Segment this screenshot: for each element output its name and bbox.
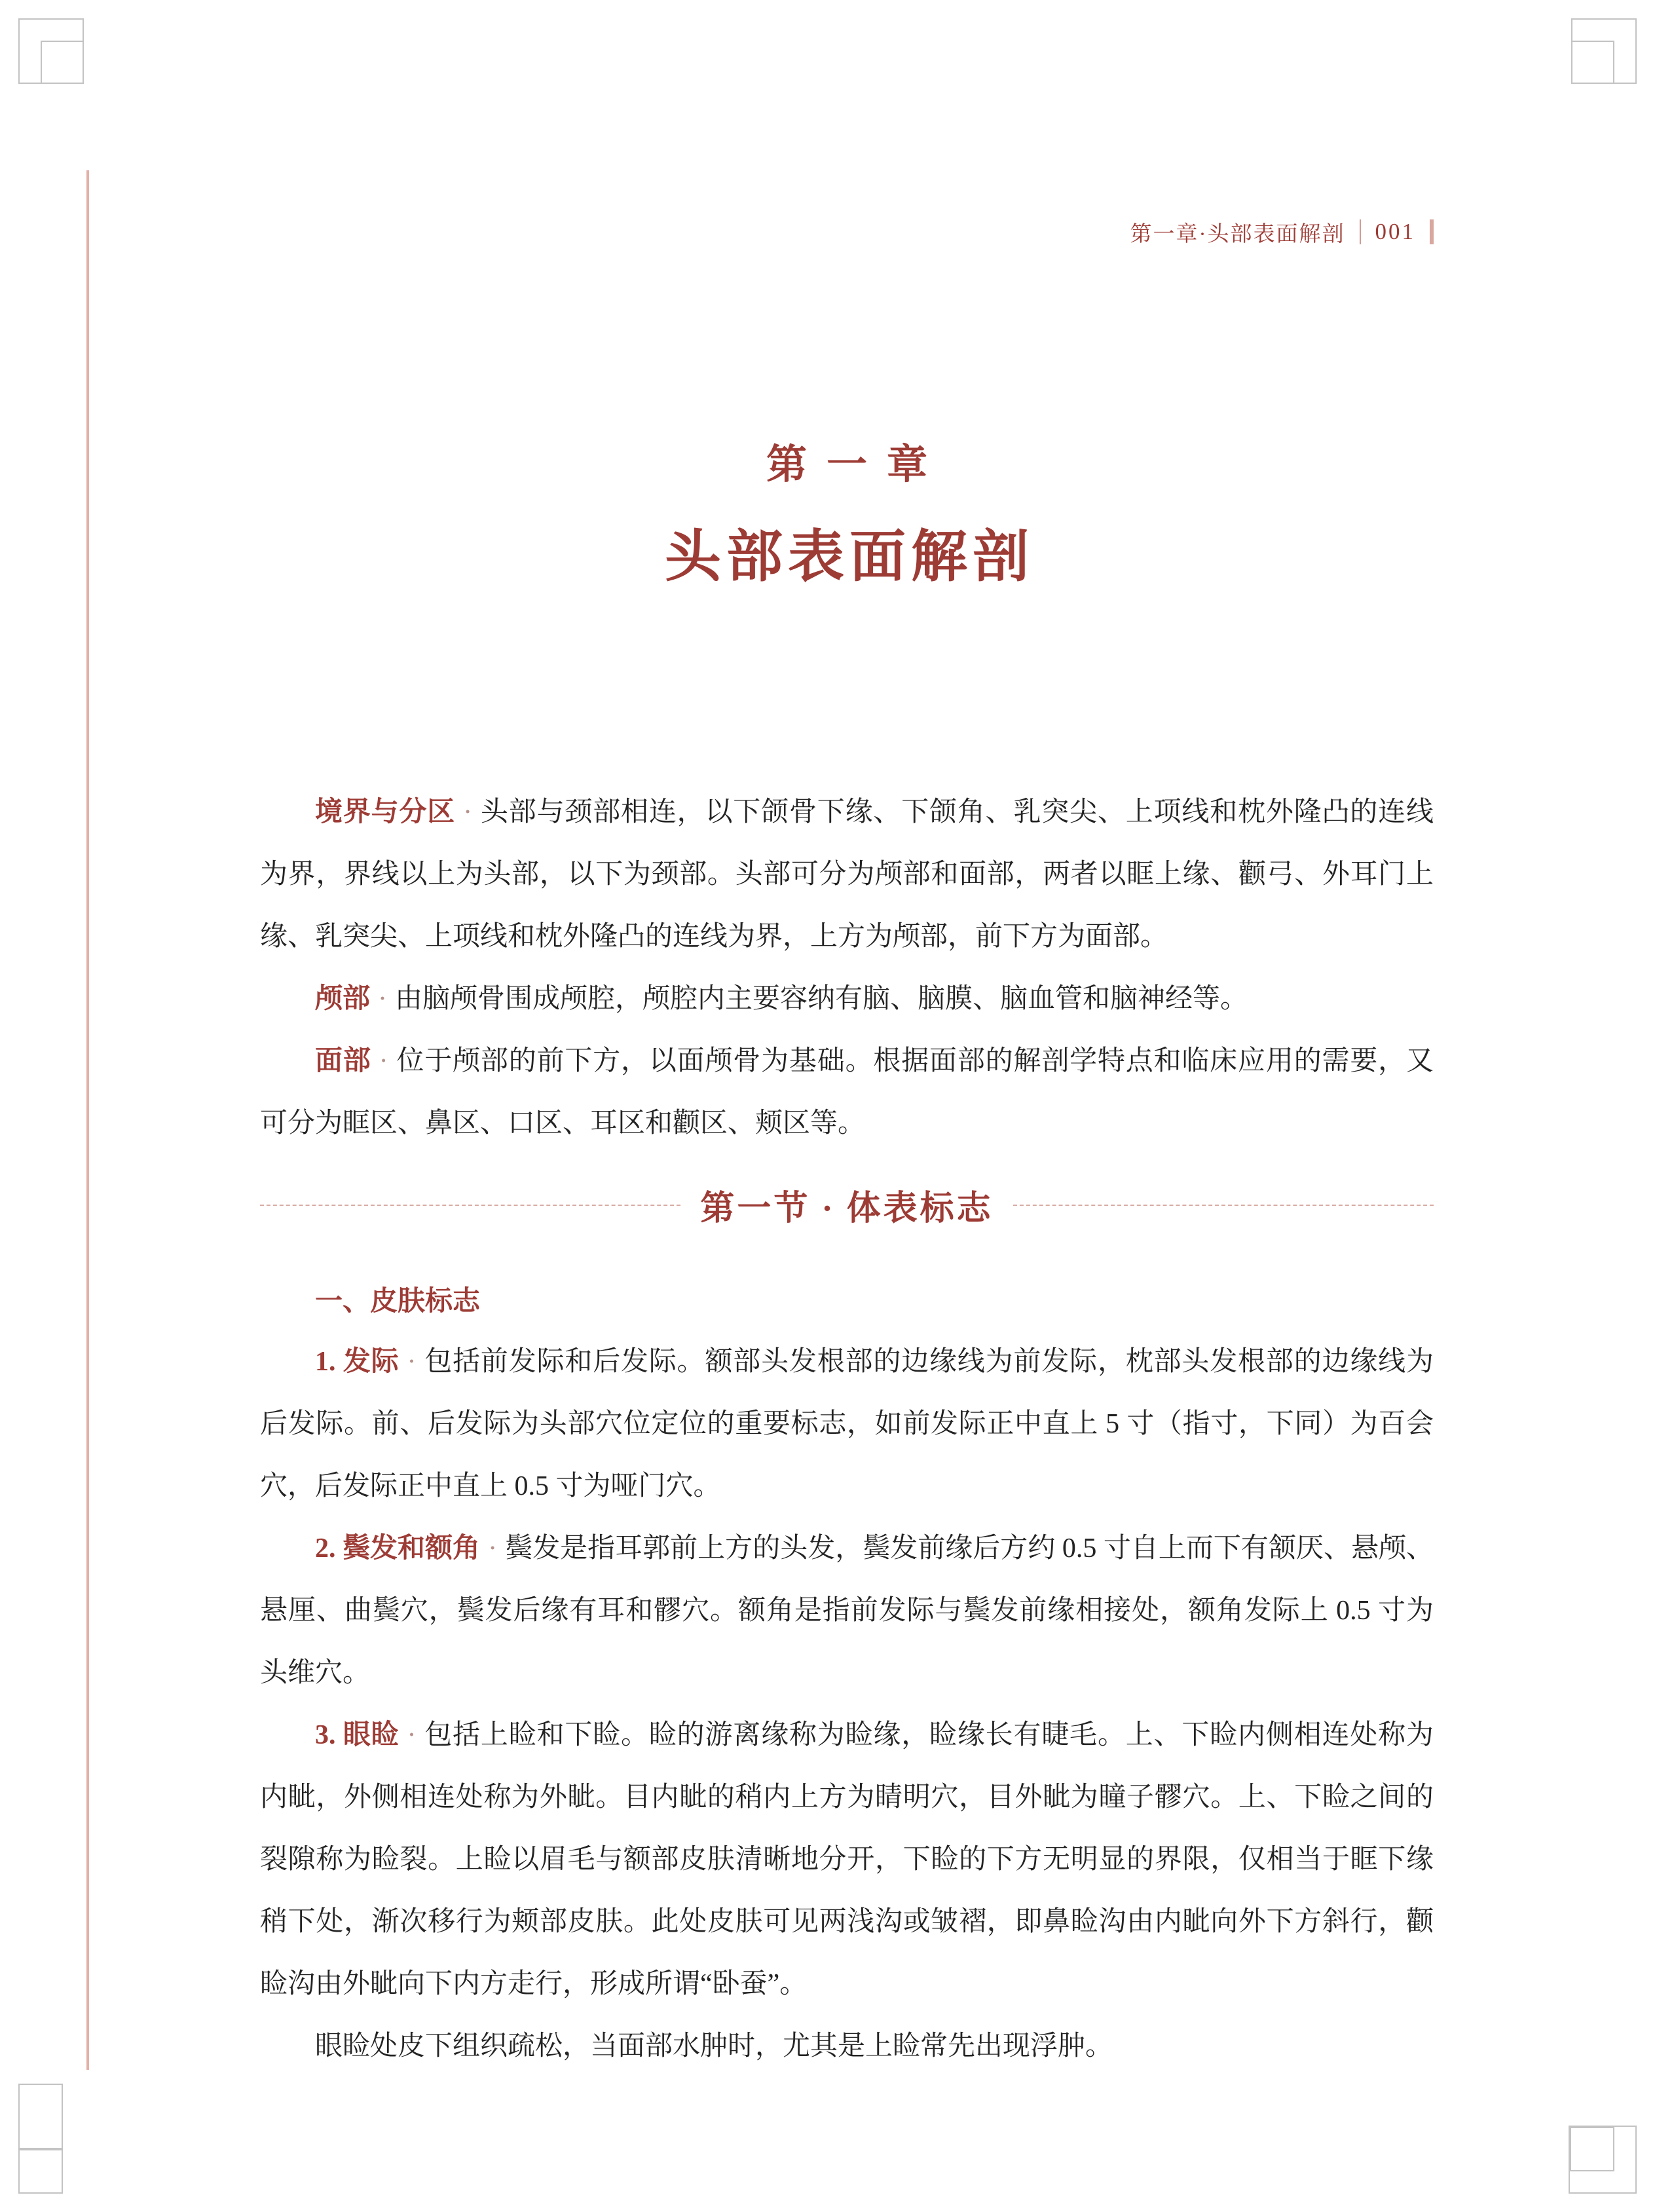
intro-paragraph-3	[260, 1030, 1434, 1155]
section-heading	[260, 1181, 1434, 1229]
running-title: 第一章·头部表面解剖	[1130, 222, 1345, 246]
item-paragraph-1	[260, 1331, 1434, 1518]
item-text: 包括上睑和下睑。睑的游离缘称为睑缘，睑缘长有睫毛。上、下睑内侧相连处称为内眦，外侧相连处称为外眦。目内眦的稍内上方为睛明穴，目外眦为瞳子髎穴。上、下睑之间的裂隙称为睑裂。上睑以眉毛与额部皮肤清晰地分开，下睑的下方无明显的界限，仅相当于眶下缘稍下处，渐次移行为颊部皮肤。此处皮肤可见两浅沟或皱褶，即鼻睑沟由内眦向外下方斜行，颧睑沟由外眦向下内方走行，形成所谓“卧蚕”。	[260, 1719, 1434, 1999]
item-text: 包括前发际和后发际。额部头发根部的边缘线为前发际，枕部头发根部的边缘线为后发际。前、后发际为头部穴位定位的重要标志，如前发际正中直上 5 寸（指寸，下同）为百会穴，后发际正中直上 0.5 寸为哑门穴。	[260, 1346, 1434, 1501]
section-rule-right	[1013, 1205, 1434, 1206]
intro-paragraph-1	[260, 781, 1434, 968]
paragraph-text: 由脑颅骨围成颅腔，颅腔内主要容纳有脑、脑膜、脑血管和脑神经等。	[395, 983, 1248, 1014]
section-title: 第一节 · 体表标志	[700, 1190, 994, 1228]
item-text: 鬓发是指耳郭前上方的头发，鬓发前缘后方约 0.5 寸自上而下有颔厌、悬颅、悬厘、曲鬓穴，鬓发后缘有耳和髎穴。额角是指前发际与鬓发前缘相接处，额角发际上 0.5 寸为头维穴。	[260, 1533, 1434, 1688]
item-lead: 3. 眼睑	[315, 1719, 400, 1750]
chapter-number: 第一章	[766, 443, 947, 487]
paragraph-text: 头部与颈部相连，以下颌骨下缘、下颌角、乳突尖、上项线和枕外隆凸的连线为界，界线以上为头部，以下为颈部。头部可分为颅部和面部，两者以眶上缘、颧弓、外耳门上缘、乳突尖、上项线和枕外隆凸的连线为界，上方为颅部，前下方为面部。	[260, 797, 1434, 952]
section-rule-left	[260, 1205, 680, 1206]
lead-separator: ·	[463, 797, 473, 827]
lead-separator: ·	[407, 1346, 417, 1377]
closing-paragraph	[260, 2015, 1434, 2078]
item-paragraph-2	[260, 1518, 1434, 1704]
paragraph-text: 位于颅部的前下方，以面颅骨为基础。根据面部的解剖学特点和临床应用的需要，又可分为眶区、鼻区、口区、耳区和颧区、颊区等。	[260, 1045, 1434, 1138]
lead-separator: ·	[378, 983, 388, 1014]
running-header	[260, 216, 1434, 248]
crop-mark-top-right-inner	[1571, 41, 1614, 84]
items-block	[260, 1331, 1434, 2078]
item-lead: 2. 鬓发和额角	[315, 1533, 481, 1564]
lead-separator: ·	[488, 1533, 498, 1564]
header-end-bar	[1430, 219, 1434, 244]
crop-mark-bottom-left-upper	[18, 2084, 63, 2149]
paragraph-lead: 颅部	[315, 983, 371, 1014]
header-divider-bar	[1360, 219, 1361, 244]
item-lead: 1. 发际	[315, 1346, 400, 1377]
intro-paragraph-2	[260, 968, 1434, 1030]
crop-mark-bottom-left-lower	[18, 2149, 63, 2194]
left-margin-rule	[86, 170, 89, 2070]
page-content	[260, 0, 1434, 2078]
chapter-title: 头部表面解剖	[665, 525, 1034, 589]
lead-separator: ·	[407, 1719, 417, 1750]
item-paragraph-3	[260, 1704, 1434, 2015]
closing-text: 眼睑处皮下组织疏松，当面部水肿时，尤其是上睑常先出现浮肿。	[315, 2031, 1113, 2061]
crop-mark-bottom-right-inner	[1570, 2127, 1614, 2171]
page-number: 001	[1375, 219, 1415, 244]
subsection-title: 一、皮肤标志	[315, 1284, 481, 1316]
crop-mark-top-left-inner	[41, 41, 84, 84]
lead-separator: ·	[379, 1045, 388, 1076]
paragraph-lead: 境界与分区	[315, 797, 456, 827]
intro-block	[260, 781, 1434, 1155]
paragraph-lead: 面部	[315, 1045, 371, 1076]
